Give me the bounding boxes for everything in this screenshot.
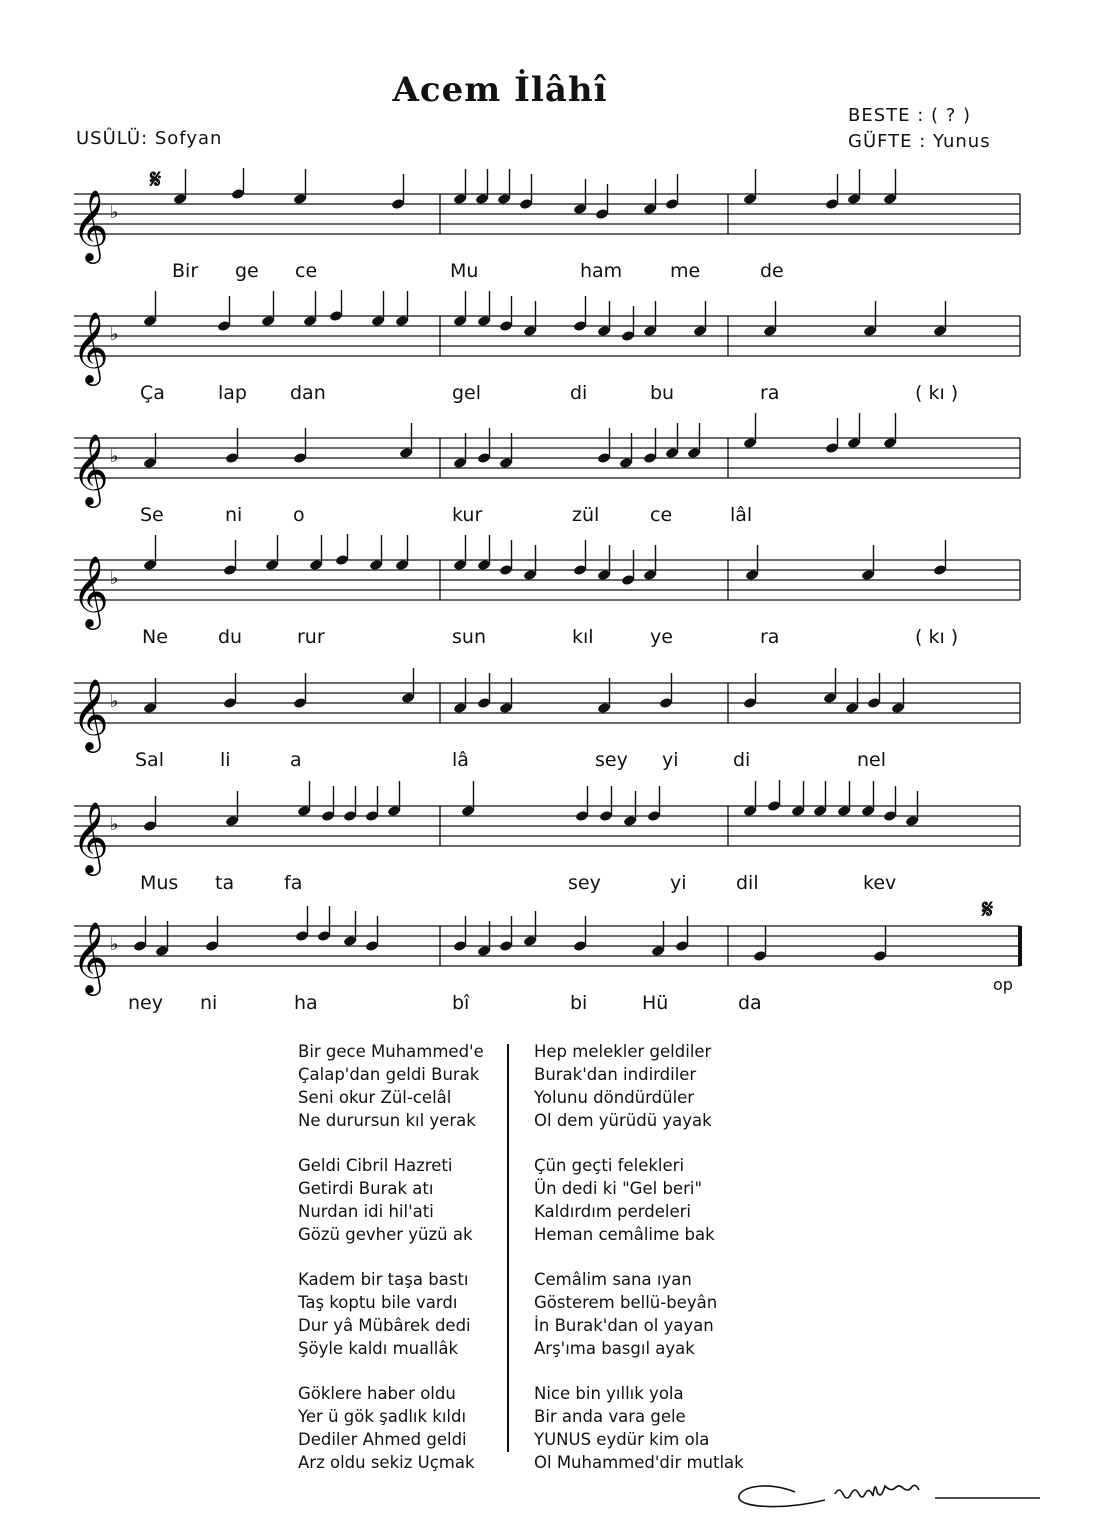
verse-line: Dediler Ahmed geldi [298, 1430, 467, 1449]
flat-sign-icon: ♭ [110, 324, 119, 345]
verse-line: Cemâlim sana ıyan [534, 1270, 692, 1289]
lyric-syllable: dan [290, 382, 326, 404]
lyric-syllable: gel [452, 382, 482, 404]
verse-stanza [298, 1154, 484, 1246]
verse-line: Geldi Cibril Hazreti [298, 1156, 453, 1175]
lyric-syllable: dil [736, 872, 759, 894]
verse-line: Bir anda vara gele [534, 1407, 686, 1426]
treble-clef-icon: 𝄞 [72, 310, 109, 383]
lyric-syllable: a [290, 749, 302, 771]
verse-line: Nurdan idi hil'ati [298, 1202, 434, 1221]
staff-lines [60, 290, 1040, 400]
verse-line: Arş'ıma basgıl ayak [534, 1339, 695, 1358]
lyricist-label: GÜFTE : Yunus [848, 131, 991, 152]
staff-row [60, 534, 1040, 664]
lyric-syllable: ( kı ) [915, 382, 959, 404]
verse-line: Kadem bir taşa bastı [298, 1270, 469, 1289]
verse-stanza [534, 1382, 744, 1474]
treble-clef-icon: 𝄞 [72, 920, 109, 993]
lyric-syllable: me [670, 260, 701, 282]
verse-line: Burak'dan indirdiler [534, 1065, 697, 1084]
staff-row [60, 657, 1040, 787]
lyric-syllable: ta [215, 872, 235, 894]
segno-icon: 𝄋 [982, 895, 994, 925]
staff-row [60, 900, 1040, 1030]
lyric-syllable: kıl [572, 626, 594, 648]
verse-line: Ün dedi ki "Gel beri" [534, 1179, 703, 1198]
treble-clef-icon: 𝄞 [72, 432, 109, 505]
lyric-syllable: Bir [172, 260, 199, 282]
verse-line: Yolunu döndürdüler [534, 1088, 695, 1107]
verse-line: Kaldırdım perdeleri [534, 1202, 691, 1221]
flat-sign-icon: ♭ [110, 568, 119, 589]
verse-line: Ol Muhammed'dir mutlak [534, 1453, 744, 1472]
lyric-syllable: ce [650, 504, 673, 526]
lyric-syllable: ge [235, 260, 259, 282]
lyric-syllable: ham [580, 260, 623, 282]
verse-line: Bir gece Muhammed'e [298, 1042, 484, 1061]
verse-line: Ol dem yürüdü yayak [534, 1111, 712, 1130]
lyric-syllable: nel [857, 749, 887, 771]
flat-sign-icon: ♭ [110, 691, 119, 712]
verse-stanza [298, 1382, 484, 1474]
staff-row [60, 290, 1040, 420]
verse-line: Getirdi Burak atı [298, 1179, 434, 1198]
lyric-syllable: du [218, 626, 243, 648]
segno-icon: 𝄋 [150, 165, 162, 195]
verse-line: Gösterem bellü-beyân [534, 1293, 718, 1312]
lyric-syllable: Ça [140, 382, 165, 404]
verse-line: Nice bin yıllık yola [534, 1384, 684, 1403]
verse-stanza [534, 1268, 744, 1360]
verse-line: Arz oldu sekiz Uçmak [298, 1453, 475, 1472]
lyric-syllable: kev [863, 872, 897, 894]
lyric-syllable: ce [295, 260, 318, 282]
lyric-syllable: lâ [452, 749, 469, 771]
signature-icon [735, 1470, 1045, 1520]
verse-line: Gözü gevher yüzü ak [298, 1225, 473, 1244]
lyric-syllable: fa [284, 872, 303, 894]
verse-line: Seni okur Zül-celâl [298, 1088, 452, 1107]
verse-line: Heman cemâlime bak [534, 1225, 715, 1244]
lyric-syllable: ney [128, 992, 163, 1014]
lyric-syllable: li [220, 749, 231, 771]
verses-right-column [534, 1040, 744, 1496]
lyric-syllable: sey [595, 749, 628, 771]
lyric-syllable: kur [452, 504, 483, 526]
lyric-syllable: sey [568, 872, 601, 894]
lyric-syllable: lâl [730, 504, 753, 526]
lyric-syllable: ye [650, 626, 673, 648]
lyric-syllable: Hü [642, 992, 669, 1014]
verse-line: Çalap'dan geldi Burak [298, 1065, 480, 1084]
treble-clef-icon: 𝄞 [72, 188, 109, 261]
lyric-syllable: di [733, 749, 751, 771]
staff-lines [60, 168, 1040, 278]
verse-line: Yer ü gök şadlık kıldı [298, 1407, 467, 1426]
lyric-syllable: di [570, 382, 588, 404]
verse-line: Dur yâ Mübârek dedi [298, 1316, 471, 1335]
lyric-syllable: lap [218, 382, 247, 404]
staff-row [60, 780, 1040, 910]
flat-sign-icon: ♭ [110, 202, 119, 223]
lyric-syllable: bu [650, 382, 675, 404]
verse-stanza [298, 1268, 484, 1360]
lyric-syllable: bi [570, 992, 588, 1014]
staff-lines [60, 534, 1040, 644]
lyric-syllable: yi [670, 872, 687, 894]
page-title: Acem İlâhî [392, 70, 608, 110]
lyric-syllable: ha [294, 992, 318, 1014]
flat-sign-icon: ♭ [110, 814, 119, 835]
verse-line: Çün geçti felekleri [534, 1156, 685, 1175]
verse-line: Şöyle kaldı muallâk [298, 1339, 459, 1358]
lyric-syllable: Ne [142, 626, 168, 648]
treble-clef-icon: 𝄞 [72, 554, 109, 627]
composer-label: BESTE : ( ? ) [848, 105, 972, 126]
staff-lines [60, 412, 1040, 522]
lyric-syllable: ( kı ) [915, 626, 959, 648]
treble-clef-icon: 𝄞 [72, 800, 109, 873]
verse-line: Ne durursun kıl yerak [298, 1111, 476, 1130]
verse-stanza [298, 1040, 484, 1132]
flat-sign-icon: ♭ [110, 934, 119, 955]
lyric-syllable: da [738, 992, 762, 1014]
lyric-syllable: Sal [135, 749, 164, 771]
lyric-syllable: o [293, 504, 305, 526]
lyric-syllable: ni [225, 504, 243, 526]
lyric-syllable: ra [760, 626, 780, 648]
lyric-syllable: ni [200, 992, 218, 1014]
verse-stanza [534, 1154, 744, 1246]
staff-row [60, 412, 1040, 542]
usul-label: USÛLÜ: Sofyan [76, 128, 223, 149]
end-mark: op [993, 975, 1013, 994]
lyric-syllable: zül [572, 504, 600, 526]
lyric-syllable: Se [140, 504, 164, 526]
lyric-syllable: Mus [140, 872, 179, 894]
staff-lines [60, 657, 1040, 767]
verse-line: Hep melekler geldiler [534, 1042, 712, 1061]
verse-line: YUNUS eydür kim ola [534, 1430, 710, 1449]
lyric-syllable: yi [662, 749, 679, 771]
verses-left-column [298, 1040, 484, 1496]
verse-divider [507, 1044, 509, 1452]
treble-clef-icon: 𝄞 [72, 677, 109, 750]
lyric-syllable: rur [297, 626, 325, 648]
verse-line: Taş koptu bile vardı [298, 1293, 458, 1312]
lyric-syllable: sun [452, 626, 486, 648]
verse-line: İn Burak'dan ol yayan [534, 1316, 714, 1335]
lyric-syllable: Mu [450, 260, 479, 282]
verse-stanza [534, 1040, 744, 1132]
lyric-syllable: de [760, 260, 784, 282]
verse-line: Göklere haber oldu [298, 1384, 456, 1403]
lyric-syllable: ra [760, 382, 780, 404]
flat-sign-icon: ♭ [110, 446, 119, 467]
staff-row [60, 168, 1040, 298]
lyric-syllable: bî [452, 992, 470, 1014]
